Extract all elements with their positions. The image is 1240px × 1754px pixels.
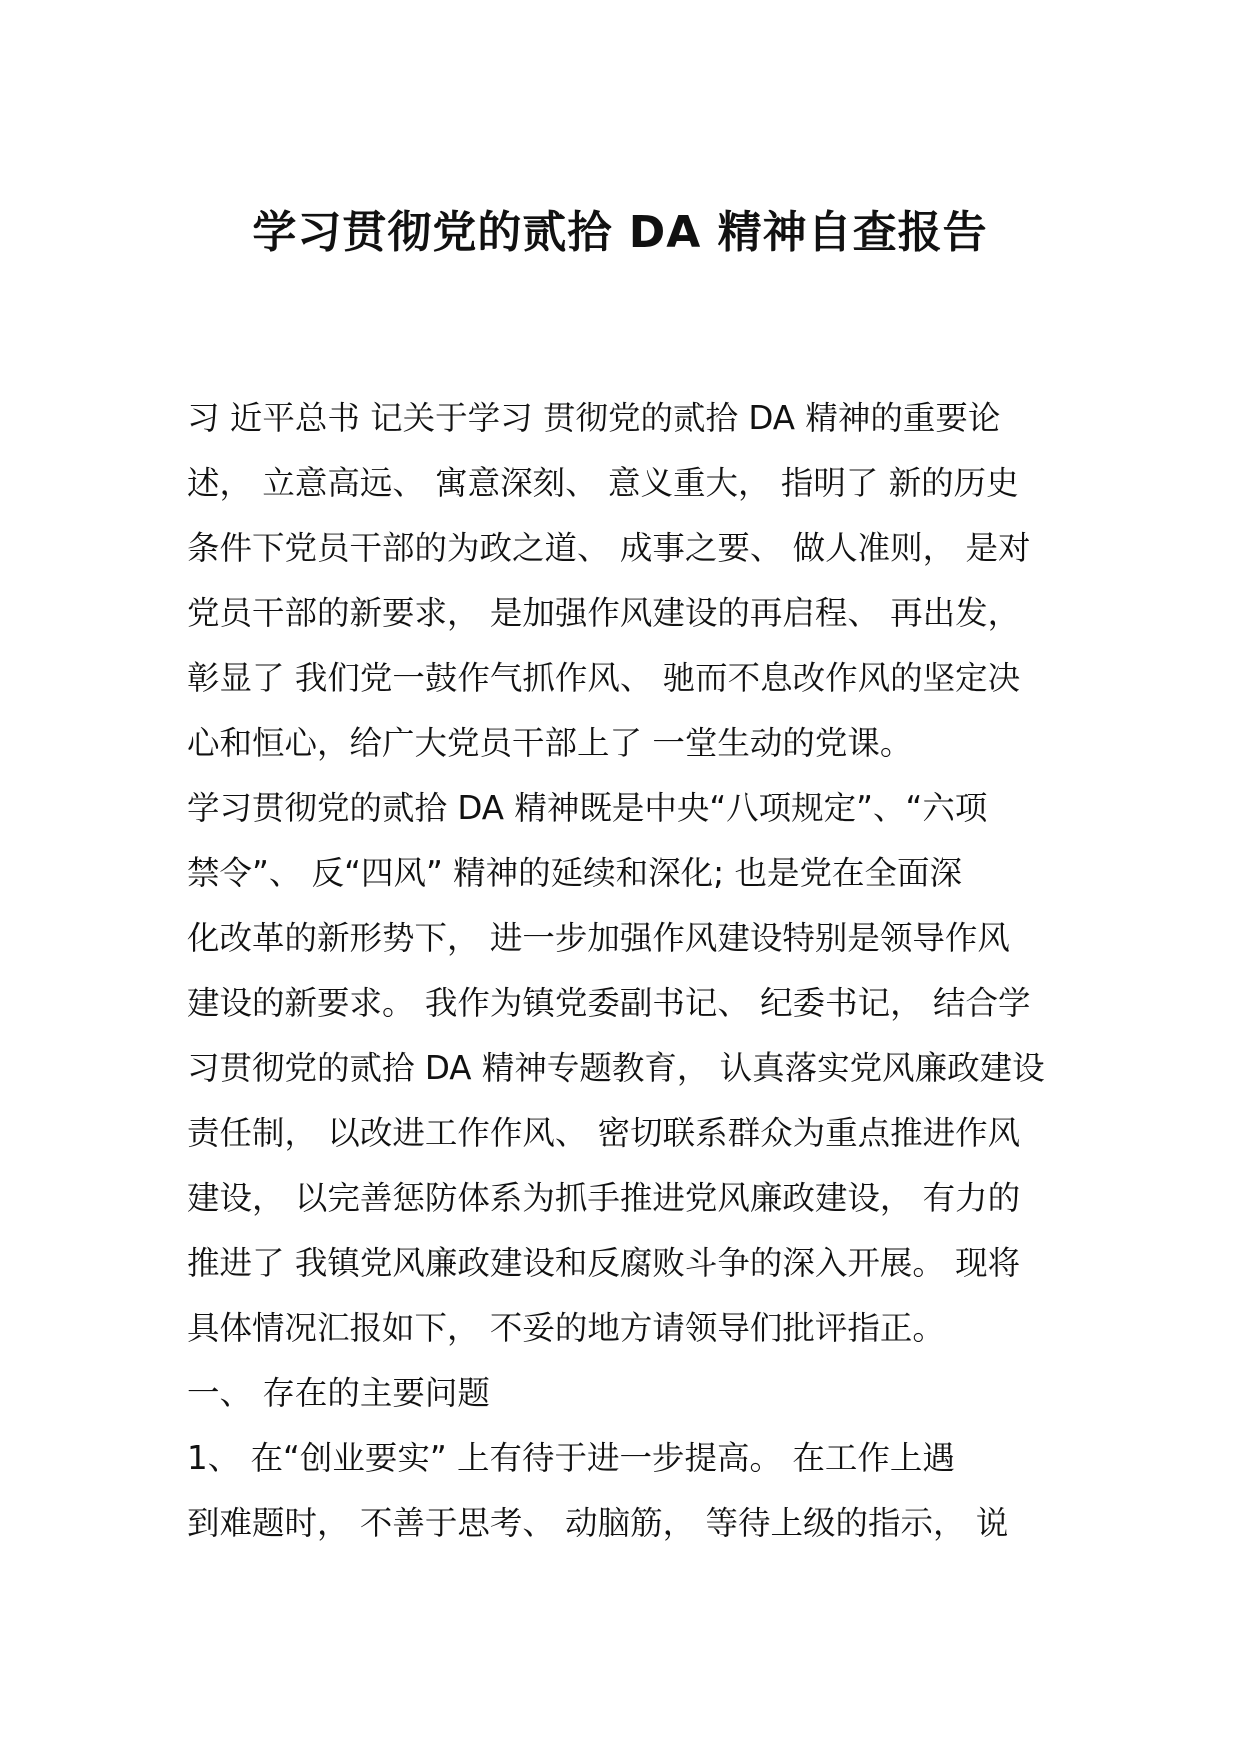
text-line: 到难题时， 不善于思考、 动脑筋， 等待上级的指示， 说 (187, 1504, 1009, 1542)
text-line: 禁令”、 反“四风” 精神的延续和深化; 也是党在全面深 (187, 854, 962, 892)
text-line: 条件下党员干部的为政之道、 成事之要、 做人准则， 是对 (187, 529, 1031, 567)
text-line: 建设， 以完善惩防体系为抓手推进党风廉政建设， 有力的 (187, 1179, 1021, 1217)
text-line: 具体情况汇报如下， 不妥的地方请领导们批评指正。 (187, 1309, 945, 1347)
text-line: 建设的新要求。 我作为镇党委副书记、 纪委书记， 结合学 (187, 984, 1031, 1022)
text-line: 党员干部的新要求， 是加强作风建设的再启程、 再出发， (187, 594, 1021, 632)
text-line: 推进了 我镇党风廉政建设和反腐败斗争的深入开展。 现将 (187, 1244, 1021, 1282)
text-line: 述， 立意高远、 寓意深刻、 意义重大， 指明了 新的历史 (187, 464, 1019, 502)
text-line: 1、 在“创业要实” 上有待于进一步提高。 在工作上遇 (187, 1439, 955, 1477)
text-line: 化改革的新形势下， 进一步加强作风建设特别是领导作风 (187, 919, 1010, 957)
text-line: 习贯彻党的贰拾 DA 精神专题教育， 认真落实党风廉政建设 (187, 1049, 1045, 1087)
document-title: 学习贯彻党的贰拾 DA 精神自查报告 (252, 207, 988, 258)
document-body (187, 386, 1067, 1556)
text-line: 习 近平总书 记关于学习 贯彻党的贰拾 DA 精神的重要论 (187, 399, 1001, 437)
text-line: 学习贯彻党的贰拾 DA 精神既是中央“八项规定”、“六项 (187, 789, 988, 827)
text-line: 责任制， 以改进工作作风、 密切联系群众为重点推进作风 (187, 1114, 1021, 1152)
section-heading: 一、 存在的主要问题 (187, 1374, 490, 1412)
text-line: 彰显了 我们党一鼓作气抓作风、 驰而不息改作风的坚定决 (187, 659, 1021, 697)
text-line: 心和恒心，给广大党员干部上了 一堂生动的党课。 (187, 724, 913, 762)
